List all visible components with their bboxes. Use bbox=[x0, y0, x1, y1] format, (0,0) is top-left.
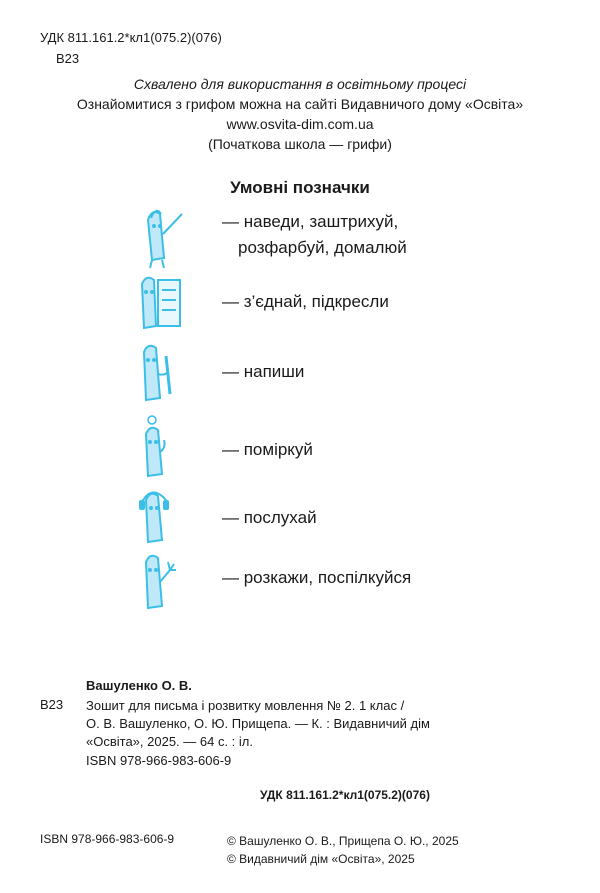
pencil-thinking-icon bbox=[130, 412, 190, 482]
bib-line: Зошит для письма і розвитку мовлення № 2. 1 клас / bbox=[86, 698, 405, 713]
isbn-footer: ISBN 978-966-983-606-9 bbox=[40, 832, 175, 846]
udk-code-bottom: УДК 811.161.2*кл1(075.2)(076) bbox=[260, 788, 430, 802]
legend-text: — з’єднай, підкресли bbox=[222, 292, 389, 311]
bib-line: «Освіта», 2025. — 64 с. : іл. bbox=[86, 734, 253, 749]
legend-text: розфарбуй, домалюй bbox=[238, 238, 407, 257]
legend-text: — поміркуй bbox=[222, 440, 313, 459]
bib-isbn: ISBN 978-966-983-606-9 bbox=[86, 753, 232, 768]
legend-text: — розкажи, поспілкуйся bbox=[222, 568, 412, 587]
copyright-line: © Вашуленко О. В., Прищепа О. Ю., 2025 bbox=[227, 834, 459, 848]
approval-line: Схвалено для використання в освітньому процесі bbox=[133, 76, 467, 92]
pencil-headphones-icon bbox=[130, 480, 190, 550]
copyright-line: © Видавничий дім «Освіта», 2025 bbox=[227, 852, 415, 866]
website-link[interactable]: www.osvita-dim.com.ua bbox=[226, 116, 374, 132]
approval-line: Ознайомитися з грифом можна на сайті Видавничого дому «Освіта» bbox=[76, 96, 524, 112]
bib-author: Вашуленко О. В. bbox=[86, 678, 192, 693]
catalog-code-top: В23 bbox=[56, 51, 80, 66]
pencil-writing-icon bbox=[130, 338, 190, 408]
bib-code: В23 bbox=[40, 697, 64, 712]
bib-line: О. В. Вашуленко, О. Ю. Прищепа. — К. : Видавничий дім bbox=[86, 716, 430, 731]
legend-text: — послухай bbox=[222, 508, 317, 527]
bib-description bbox=[86, 697, 506, 751]
copyright-block bbox=[227, 832, 459, 868]
approval-line: (Початкова школа — грифи) bbox=[208, 136, 392, 152]
legend-title: Умовні позначки bbox=[230, 178, 370, 197]
legend-text: — наведи, заштрихуй, bbox=[222, 212, 399, 231]
legend-text: — напиши bbox=[222, 362, 305, 381]
pencil-checklist-icon bbox=[130, 268, 190, 338]
pencil-waving-icon bbox=[130, 546, 190, 616]
pencil-pointer-icon bbox=[130, 200, 190, 270]
udk-code-top: УДК 811.161.2*кл1(075.2)(076) bbox=[40, 30, 222, 45]
approval-block bbox=[0, 74, 600, 154]
